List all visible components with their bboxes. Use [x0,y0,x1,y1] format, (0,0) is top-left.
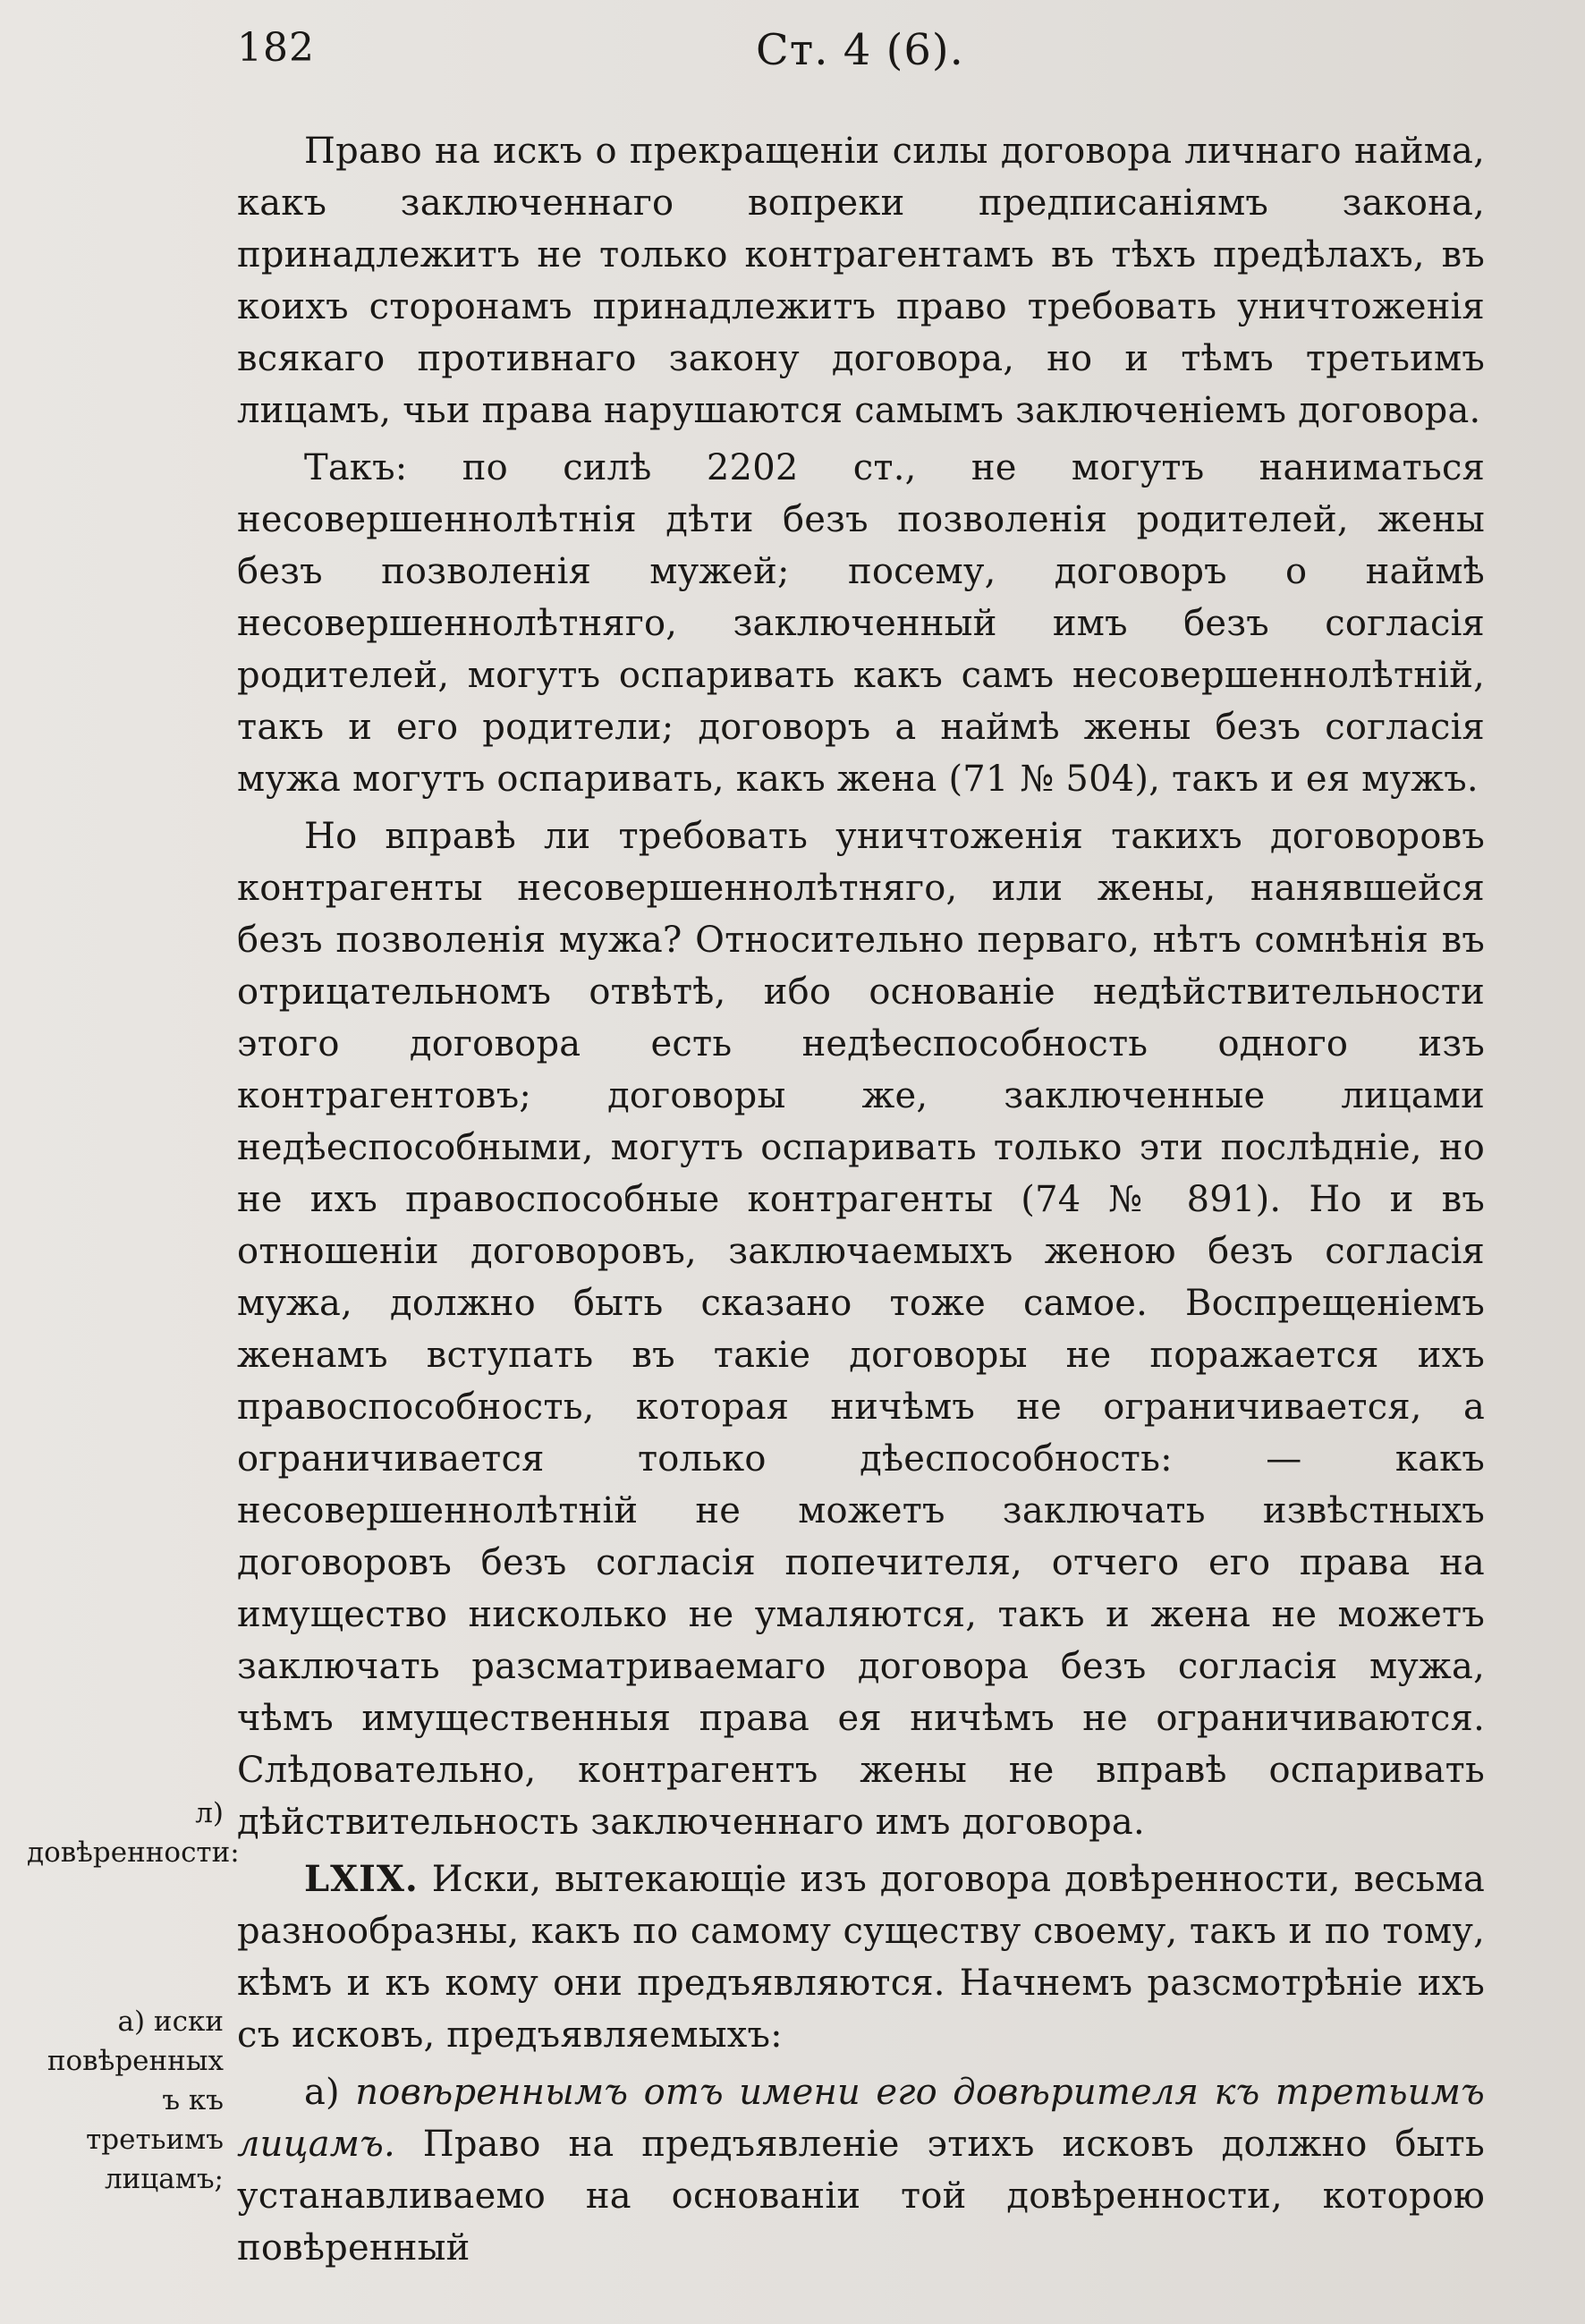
page-number: 182 [237,25,315,71]
paragraph-1: Право на искъ о прекращеніи силы договора личнаго найма, какъ заключеннаго вопреки предписаніямъ закона, принадлежитъ не только контрагентамъ въ тѣхъ предѣлахъ, въ коихъ сторонамъ принадлежитъ право требовать уничтоженія всякаго противнаго закону договора, но и тѣмъ третьимъ лицамъ, чьи права нарушаются самымъ заключеніемъ договора. [237,131,1485,431]
subsection-text: Право на предъявленіе этихъ исковъ должно быть устанавливаемо на основаніи той довѣренности, которою повѣренный [237,2124,1485,2269]
margin-note-iski-poverennyh: а) иски повѣренных ъ къ третьимъ лицамъ; [47,2006,224,2195]
section-text: Иски, вытекающіе изъ договора довѣренности, весьма разнообразны, какъ по самому существу своему, такъ и по тому, кѣмъ и къ кому они предъявляются. Начнемъ разсмотрѣніе ихъ съ исковъ, предъявляемыхъ: [237,1859,1485,2056]
main-text [237,125,1485,2279]
paragraph-2: Такъ: по силѣ 2202 ст., не могутъ наниматься несовершеннолѣтнія дѣти безъ позволенія родителей, жены безъ позволенія мужей; посему, договоръ о наймѣ несовершеннолѣтняго, заключенный имъ безъ согласія родителей, могутъ оспаривать какъ самъ несовершеннолѣтній, такъ и его родители; договоръ а наймѣ жены безъ согласія мужа могутъ оспаривать, какъ жена (71 № 504), такъ и ея мужъ. [237,447,1485,800]
section-number: LXIX. [304,1858,419,1900]
section-paragraph [237,1853,1485,2061]
margin-note-doverennosti: л) довѣренности: [27,1797,240,1869]
article-reference: Ст. 4 (6). [756,25,964,75]
paragraph-3: Но вправѣ ли требовать уничтоженія такихъ договоровъ контрагенты несовершеннолѣтняго, или жены, нанявшейся безъ позволенія мужа? Относительно перваго, нѣтъ сомнѣнія въ отрицательномъ отвѣтѣ, ибо основаніе недѣйствительности этого договора есть недѣеспособность одного изъ контрагентовъ; договоры же, заключенные лицами недѣеспособными, могутъ оспаривать только эти послѣдніе, но не ихъ правоспособные контрагенты (74 № 891). Но и въ отношеніи договоровъ, заключаемыхъ женою безъ согласія мужа, должно быть сказано тоже самое. Воспрещеніемъ женамъ вступать въ такіе договоры не поражается ихъ правоспособность, которая ничѣмъ не ограничивается, а ограничивается только дѣеспособность: — какъ несовершеннолѣтній не можетъ заключать извѣстныхъ договоровъ безъ согласія попечителя, отчего его права на имущество нисколько не умаляются, такъ и жена не можетъ заключать разсматриваемаго договора безъ согласія мужа, чѣмъ имущественныя права ея ничѣмъ не ограничиваются. Слѣдовательно, контрагентъ жены не вправѣ оспаривать дѣйствительность заключеннаго имъ договора. [237,816,1485,1843]
subsection-paragraph [237,2066,1485,2274]
page-header [237,25,1489,88]
subsection-title: повѣреннымъ отъ имени его довѣрителя къ третьимъ лицамъ. [237,2072,1485,2165]
subsection-letter: а) [304,2072,340,2113]
